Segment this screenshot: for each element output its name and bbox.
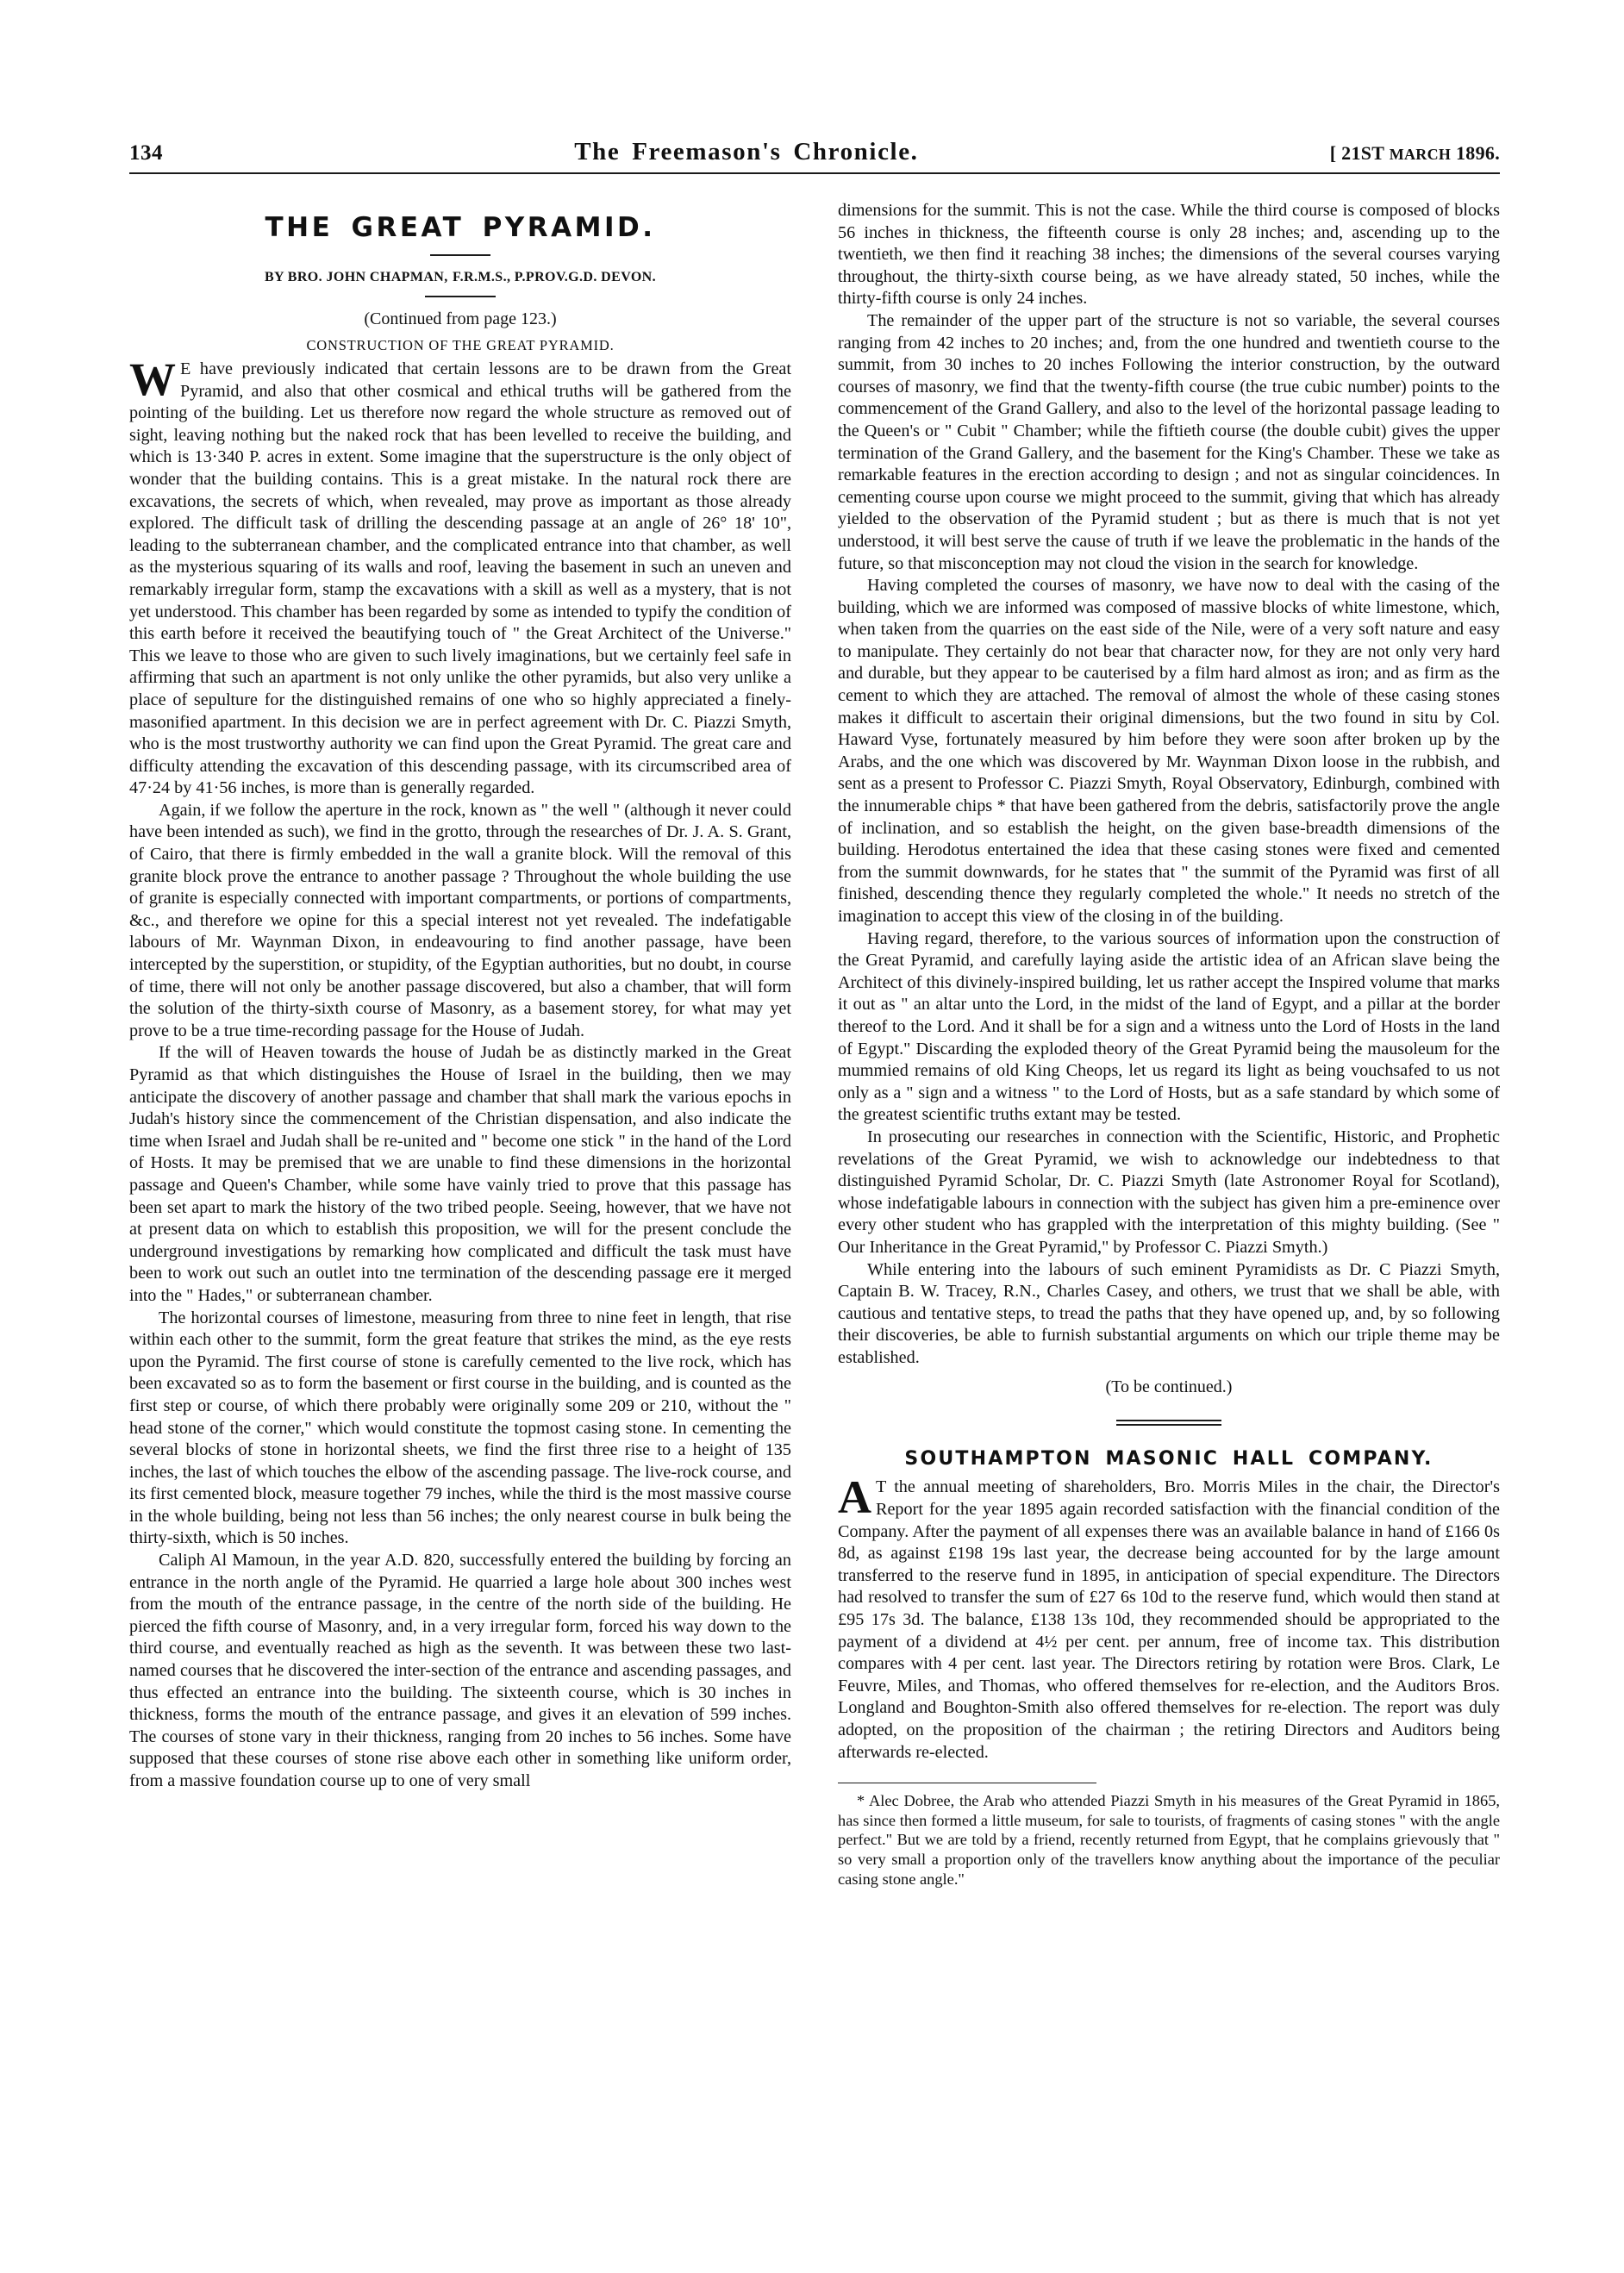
section-divider-rule	[1116, 1420, 1221, 1426]
drop-cap-letter: A	[838, 1471, 871, 1524]
running-head	[129, 138, 1500, 166]
paragraph: dimensions for the summit. This is not the case. While the third course is composed of blocks 56 inches in thickness, the fifteenth course is only 28 inches; and, ascending up to the twentieth, we then find it reaching 38 inches; the dimensions of the several courses varying throughout, the thirty-sixth course being, as we have already stated, 50 inches, while the thirty-fifth course is only 24 inches.	[838, 201, 1500, 309]
issue-date-prefix: [ 21ST	[1329, 142, 1384, 164]
body-columns	[129, 200, 1500, 2208]
article-title: THE GREAT PYRAMID.	[265, 212, 656, 243]
drop-cap-letter: W	[129, 353, 176, 405]
continued-from-note: (Continued from page 123.)	[364, 309, 557, 328]
paragraph: Having completed the courses of masonry, we have now to deal with the casing of the building, which we are informed was composed of massive blocks of white limestone, which, when taken from the quarries on the east side of the Nile, were of a very soft nature and easy to manipulate. They certainly do not bear that character now, for they are not only very hard and durable, but they appear to be cauterised by a film hard almost as iron; and as firm as the cement to which they are attached. The removal of almost the whole of these casing stones makes it difficult to ascertain their original dimensions, but the two found in situ by Col. Haward Vyse, fortunately measured by him before they were soon after broken up by the Arabs, and the one which was discovered by Mr. Waynman Dixon loose in the rubbish, and sent as a present to Professor C. Piazzi Smyth, Royal Observatory, Edinburgh, combined with the innumerable chips * that have been gathered from the debris, satisfactorily prove the angle of inclination, and so establish the height, on the given base-breadth dimensions of the building. Herodotus entertained the idea that these casing stones were fixed and cemented from the summit downwards, for he states that " the summit of the Pyramid was first of all finished, descending thence they regularly completed the whole." It needs no stretch of the imagination to accept this view of the closing in of the building.	[838, 576, 1500, 926]
title-rule	[430, 254, 490, 256]
footnote	[838, 1791, 1500, 1889]
section-heading: CONSTRUCTION OF THE GREAT PYRAMID.	[306, 337, 615, 353]
left-column	[129, 200, 791, 2208]
paragraph: The horizontal courses of limestone, measuring from three to nine feet in length, that rise within each other to the summit, form the great feature that strikes the mind, as the eye rests upon the Pyramid. The first course of stone is carefully cemented to the live rock, which has been excavated so as to form the basement or first course in the building, and is counted as the first step or course, of which there probably were originally some 209 or 210, without the " head stone of the corner," which would constitute the topmost casing stone. In cementing the several blocks of stone in horizontal sheets, we find the first three rise to a height of 135 inches, the last of which touches the elbow of the ascending passage. The live-rock course, and its first cemented block, measure together 79 inches, while the third is the most massive course in the whole building, being not less than 56 inches; the only nearest course in bulk being the thirty-sixth, which is 50 inches.	[129, 1308, 791, 1548]
paragraph: If the will of Heaven towards the house of Judah be as distinctly marked in the Great Pyramid as that which distinguishes the House of Israel in the building, then we may anticipate the discovery of another passage and chamber that shall mark the various epochs in Judah's history since the commencement of the Christian dispensation, and also indicate the time when Israel and Judah shall be re-united and " become one stick " in the hand of the Lord of Hosts. It may be premised that we are unable to find these dimensions in the horizontal passage and Queen's Chamber, while some have vainly tried to prove that this passage has been set apart to mark the history of the two tribed people. Seeing, however, that we have not at present data on which to establish this proposition, we will for the present conclude the underground investigations by remarking how complicated and difficult the task must have been to work out such an outlet into tne termination of the descending passage ere it merged into the " Hades," or subterranean chamber.	[129, 1043, 791, 1305]
page-folio-number: 134	[129, 141, 163, 165]
right-column	[838, 200, 1500, 2208]
byline-rule	[425, 296, 496, 297]
issue-date-year: 1896.	[1456, 142, 1500, 164]
footnote-marker: *	[857, 1792, 865, 1810]
paragraph-text: E have previously indicated that certain lessons are to be drawn from the Great Pyramid, and also that other cosmical and ethical truths will be gathered from the pointing of the building. Let us therefore now regard the whole structure as removed out of sight, leaving nothing but the naked rock that has been levelled to receive the building, and which is 13·340 P. acres in extent. Some imagine that the superstructure is the only object of wonder that the building contains. This is a great mistake. In the natural rock there are excavations, the secrets of which, when revealed, may prove as important as those already explored. The difficult task of drilling the descending passage at an angle of 26° 18' 10", leading to the subterranean chamber, and the complicated entrance into that chamber, as well as the mysterious squaring of its walls and roof, leaving the basement in such an uneven and remarkably irregular form, stamp the excavations with a skill as well as a mystery, that is not yet understood. This chamber has been regarded by some as intended to typify the condition of this earth before it received the beautifying touch of " the Great Architect of the Universe." This we leave to those who are given to such lively imaginations, but we certainly feel safe in affirming that such an apartment is not only unlike the other pyramids, but also very unlike a place of sepulture for the distinguished remains of one who so highly appreciated a finely-masonified apartment. In this decision we are in perfect agreement with Dr. C. Piazzi Smyth, who is the most trustworthy authority we can find upon the Great Pyramid. The great care and difficulty attending the excavation of this descending passage, with its circumscribed area of 47·24 by 41·56 inches, is more than is generally regarded.	[129, 359, 791, 798]
paragraph: Caliph Al Mamoun, in the year A.D. 820, successfully entered the building by forcing an entrance in the north angle of the Pyramid. He quarried a large hole about 300 inches west from the mouth of the entrance passage, in the centre of the north side of the building. He pierced the fifth course of Masonry, and, in a very irregular form, forced his way down to the third course, and eventually reached as high as the seventh. It was between these two last-named courses that he discovered the inter-section of the entrance and ascending passages, and thus effected an entrance into the building. The sixteenth course, which is 30 inches in thickness, forms the mouth of the entrance passage, and gives it an elevation of 599 inches. The courses of stone vary in their thickness, ranging from 20 inches to 56 inches. Some have supposed that these courses of stone rise above each other in something like uniform order, from a massive foundation course up to one of very small	[129, 1551, 791, 1790]
southampton-heading: SOUTHAMPTON MASONIC HALL COMPANY.	[904, 1448, 1433, 1471]
header-rule	[129, 172, 1500, 174]
paragraph-text: T the annual meeting of shareholders, Bro. Morris Miles in the chair, the Director's Report for the year 1895 again recorded satisfaction with the financial condition of the Company. After the payment of all expenses there was an available balance in hand of £166 0s 8d, as against £198 19s last year, the decrease being accounted for by the large amount transferred to the reserve fund in 1895, in anticipation of special expenditure. The Directors had resolved to transfer the sum of £27 6s 10d to the reserve fund, which would then stand at £95 17s 3d. The balance, £138 13s 10d, they recommended should be appropriated to the payment of a dividend at 4½ per cent. per annum, free of income tax. This distribution compares with 4 per cent. last year. The Directors retiring by rotation were Bros. Clark, Le Feuvre, Miles, and Thomas, who offered themselves for re-election, and the Auditors Bros. Longland and Boughton-Smith also offered themselves for re-election. The report was duly adopted, on the proposition of the chairman ; the retiring Directors and Auditors being afterwards re-elected.	[838, 1477, 1500, 1762]
issue-date-month: MARCH	[1389, 146, 1452, 163]
footnote-text: Alec Dobree, the Arab who attended Piazzi Smyth in his measures of the Great Pyramid in 1865, has since then formed a little museum, for sale to tourists, of fragments of casing stones " with the angle perfect." But we are told by a friend, recently returned from Egypt, that he complains grievously that " so very small a proportion only of the travellers know anything about the importance of the peculiar casing stone angle."	[838, 1792, 1500, 1888]
paragraph-opening	[129, 353, 791, 800]
to-be-continued-note: (To be continued.)	[1105, 1377, 1233, 1397]
paragraph: The remainder of the upper part of the structure is not so variable, the several courses ranging from 42 inches to 20 inches; and, from the one hundred and twentieth course to the summit, from 30 inches to 20 inches Following the interior construction, by the outward courses of masonry, we find that the twenty-fifth course (the true cubic number) points to the commencement of the Grand Gallery, and also to the level of the horizontal passage leading to the Queen's or " Cubit " Chamber; while the fiftieth course (the double cubit) gives the upper termination of the Grand Gallery, and the basement for the King's Chamber. These we take as remarkable features in the erection according to design ; and not as singular coincidences. In cementing course upon course we might proceed to the summit, giving that which has already yielded to the observation of the Pyramid student ; but as there is much that is not yet understood, it will best serve the cause of truth if we leave the problematic in the hands of the future, so that misconception may not cloud the vision in the search for knowledge.	[838, 310, 1500, 573]
byline-author: BY BRO. JOHN CHAPMAN,	[264, 270, 448, 284]
masthead-title: The Freemason's Chronicle.	[574, 138, 919, 165]
southampton-body	[838, 1471, 1500, 1764]
paragraph: In prosecuting our researches in connection with the Scientific, Historic, and Prophetic revelations of the Great Pyramid, we wish to acknowledge our indebtedness to that distinguished Pyramid Scholar, Dr. C. Piazzi Smyth (late Astronomer Royal for Scotland), whose indefatigable labours in connection with the subject has given him a pre-eminence over every other student who has grappled with the interpretation of this mighty building. (See " Our Inheritance in the Great Pyramid," by Professor C. Piazzi Smyth.)	[838, 1127, 1500, 1257]
issue-date	[1330, 142, 1500, 165]
byline-credentials: F.R.M.S., P.PROV.G.D. DEVON.	[452, 270, 657, 284]
paragraph: While entering into the labours of such eminent Pyramidists as Dr. C Piazzi Smyth, Captain B. W. Tracey, R.N., Charles Casey, and others, we trust that we shall be able, with cautious and tentative steps, to tread the paths that they have opened up, and, by so following their discoveries, be able to furnish substantial arguments on which our triple theme may be established.	[838, 1259, 1500, 1367]
article-byline	[129, 267, 791, 286]
paragraph: Having regard, therefore, to the various sources of information upon the construction of the Great Pyramid, and carefully laying aside the artistic idea of an African slave being the Architect of this divinely-inspired building, let us rather accept the Inspired volume that marks it out as " an altar unto the Lord, in the midst of the land of Egypt, and a pillar at the border thereof to the Lord. And it shall be for a sign and a witness unto the Lord of Hosts in the land of Egypt." Discarding the exploded theory of the Great Pyramid being the mausoleum for the mummied remains of old King Cheops, let us regard its light as being vouchsafed to us not only as a " sign and a witness " to the Lord of Hosts, but as a safe standard by which some of the greatest scientific truths extant may be tested.	[838, 928, 1500, 1125]
paragraph: Again, if we follow the aperture in the rock, known as " the well " (although it never could have been intended as such), we find in the grotto, through the researches of Dr. J. A. S. Grant, of Cairo, that there is firmly embedded in the wall a granite block. Will the removal of this granite block prove the entrance to another passage ? Throughout the whole building the use of granite is especially connected with important compartments, or portions of compartments, &c., and therefore we opine for this a special interest not yet revealed. The indefatigable labours of Mr. Waynman Dixon, in endeavouring to find another passage, have been intercepted by the superstition, or stupidity, of the Egyptian authorities, but no doubt, in course of time, there will not only be another passage discovered, but also a chamber, that will form the solution of the thirty-sixth course of Masonry, as a basement storey, for what may yet prove to be a true time-recording passage for the House of Judah.	[129, 800, 791, 1040]
